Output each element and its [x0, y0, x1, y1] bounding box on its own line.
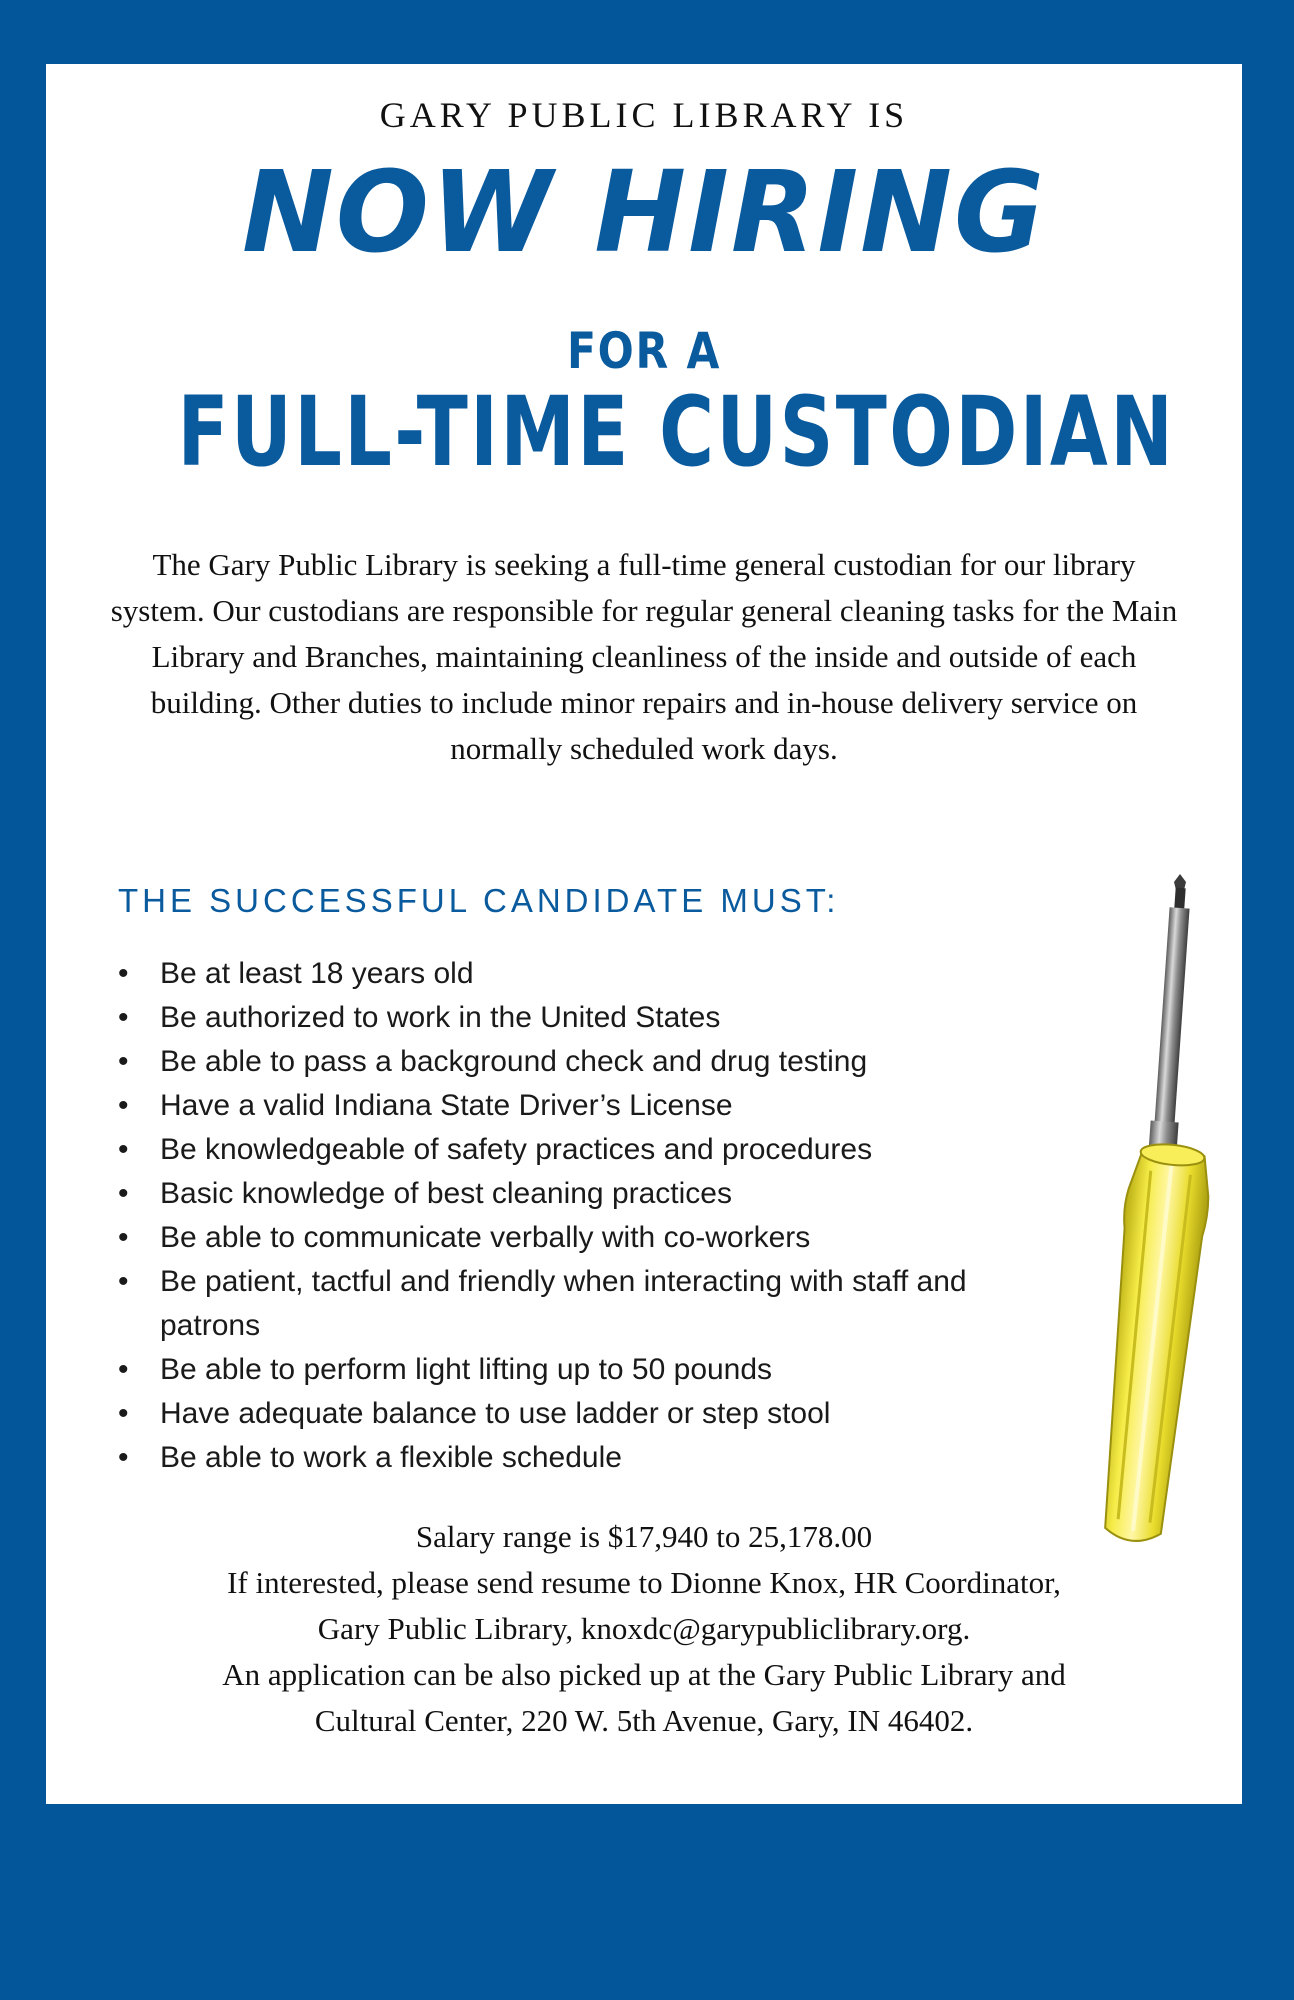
poster-card	[46, 64, 1242, 1804]
requirement-item: • Basic knowledge of best cleaning practices	[118, 1172, 1098, 1216]
requirement-item: • Be patient, tactful and friendly when interacting with staff and patrons	[118, 1260, 1020, 1348]
screwdriver-icon	[1056, 812, 1216, 1592]
footer-info	[86, 1514, 1202, 1744]
requirement-item: • Be able to work a flexible schedule	[118, 1436, 1098, 1480]
for-a-text: FOR A	[566, 322, 722, 380]
requirement-item: • Have a valid Indiana State Driver’s License	[118, 1084, 1098, 1128]
application-line: An application can be also picked up at the Gary Public Library and	[222, 1657, 1066, 1692]
screwdriver-shaft	[1154, 907, 1190, 1138]
headline: NOW HIRING	[241, 148, 1047, 278]
application-line: Cultural Center, 220 W. 5th Avenue, Gary, IN 46402.	[314, 1703, 974, 1738]
eyebrow-text: GARY PUBLIC LIBRARY IS	[379, 95, 909, 135]
intro-paragraph: The Gary Public Library is seeking a full-time general custodian for our library system. Our custodians are responsible for regular general cleaning tasks for the Main Library and Branches, maintaining cleanliness of the inside and outside of each building. Other duties to include minor repairs and in-house delivery service on normally scheduled work days.	[110, 547, 1178, 766]
requirement-item: • Be knowledgeable of safety practices and procedures	[118, 1128, 1098, 1172]
requirement-item: • Be at least 18 years old	[118, 952, 1098, 996]
salary-text: Salary range is $17,940 to 25,178.00	[415, 1519, 873, 1554]
requirement-item: • Be able to communicate verbally with co-workers	[118, 1216, 1098, 1260]
screwdriver-tip	[1174, 874, 1186, 890]
requirements-heading: THE SUCCESSFUL CANDIDATE MUST:	[118, 882, 840, 919]
requirements-list	[118, 952, 1098, 1480]
requirement-item: • Be able to pass a background check and drug testing	[118, 1040, 1098, 1084]
screwdriver-handle	[1090, 1141, 1214, 1545]
requirement-item: • Have adequate balance to use ladder or step stool	[118, 1392, 1098, 1436]
contact-line: Gary Public Library, knoxdc@garypubliclibrary.org.	[317, 1611, 971, 1646]
contact-line: If interested, please send resume to Dionne Knox, HR Coordinator,	[227, 1565, 1061, 1600]
job-title: FULL-TIME CUSTODIAN	[177, 376, 1176, 488]
requirement-item: • Be able to perform light lifting up to 50 pounds	[118, 1348, 1098, 1392]
requirement-item: • Be authorized to work in the United States	[118, 996, 1098, 1040]
